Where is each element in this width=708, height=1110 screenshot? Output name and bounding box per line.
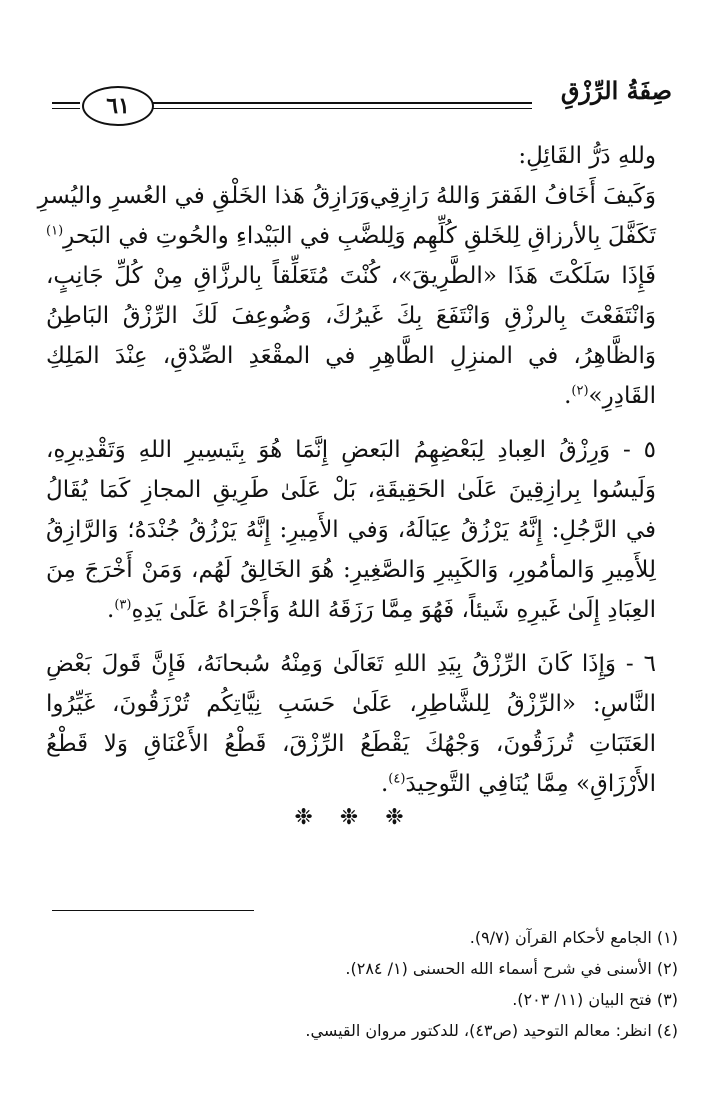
verse-hemistich: وَلِلضَّبِ في البَيْداءِ والحُوتِ في البَحرِ$^{(١)}$ bbox=[46, 223, 406, 249]
running-title: صِفَةُ الرِّزْقِ bbox=[560, 76, 672, 105]
footnote-ref: (٢) bbox=[571, 383, 589, 399]
paragraph: ٦ - وَإِذَا كَانَ الرِّزْقُ بِيَدِ اللهِ تَعَالَىٰ وَمِنْهُ سُبحانَهُ، فَإِنَّ قَولَ بَعْضِ النَّاسِ: «الرِّزْقُ لِلشَّاطِرِ، عَلَىٰ حَسَبِ نِيَّاتِكُم تُرْزَقُونَ، غَيِّرُوا العَتَبَاتِ تُرزَقُونَ، وَجْهُكَ يَقْطَعُ الرِّزْقَ، قَطْعُ الأَعْنَاقِ وَلا قَطْعُ الأَرْزَاقِ» مِمَّا يُنَافِي التَّوحِيدَ$^{(٤)}$. bbox=[46, 651, 656, 797]
footnote: (٤) انظر: معالم التوحيد (ص٤٣)، للدكتور مروان القيسي. bbox=[305, 1021, 678, 1040]
poem-intro: وللهِ دَرُّ القَائِلِ: bbox=[518, 143, 656, 169]
paragraph: ٥ - وَرِزْقُ العِبادِ لِبَعْضِهِمُ البَعضِ إِنَّمَا هُوَ بِتَيسِيرِ اللهِ وَتَقْدِيرِهِ، وَلَيسُوا بِرازِقِينَ عَلَىٰ الحَقِيقَةِ، بَلْ عَلَىٰ طَرِيقِ المجازِ كَمَا يُقَالُ في الرَّجُلِ: إِنَّهُ يَرْزُقُ عِيَالَهُ، وَفي الأَمِيرِ: إِنَّهُ يَرْزُقُ جُنْدَهُ؛ وَالرَّازِقُ لِلأَمِيرِ وَالمأمُورِ، وَالكَبِيرِ وَالصَّغِيرِ: هُوَ الخَالِقُ لَهُم، وَمَنْ أَخْرَجَ مِنَ العِبَادِ إِلَىٰ غَيرِهِ شَيئاً، فَهُوَ مِمَّا رَزَقَهُ اللهُ وَأَجْرَاهُ عَلَىٰ يَدِهِ$^{(٣)}$. bbox=[46, 437, 656, 623]
paragraph: فَإِذَا سَلَكْتَ هَذَا «الطَّرِيقَ»، كُنْتَ مُتَعَلِّقاً بِالرزَّاقِ مِنْ كُلِّ جَانِبٍ، وَانْتَفَعْتَ بِالرزْقِ وَانْتَفَعَ بِكَ غَيرُكَ، وَضُوعِفَ لَكَ الرِّزْقُ البَاطِنُ وَالظَّاهِرُ، في المنزِلِ الطَّاهِرِ في المقْعَدِ الصِّدْقِ، عِنْدَ المَلِكِ القَادِرِ»$^{(٢)}$. bbox=[46, 263, 656, 409]
page-header bbox=[52, 62, 672, 132]
header-rule-left bbox=[52, 102, 80, 104]
footnote: (٣) فتح البيان (١١/ ٢٠٣). bbox=[512, 990, 678, 1009]
header-rule bbox=[152, 102, 532, 104]
verse-line bbox=[37, 176, 656, 216]
header-rule-thin bbox=[152, 108, 532, 109]
main-text bbox=[37, 136, 656, 804]
footnotes bbox=[38, 922, 678, 1046]
section-separator: ❉ ❉ ❉ bbox=[294, 805, 414, 830]
header-rule-left-thin bbox=[52, 108, 80, 109]
footnote-ref: (٤) bbox=[388, 771, 406, 787]
footnote: (١) الجامع لأحكام القرآن (٩/٧). bbox=[469, 928, 678, 947]
verse-hemistich: تَكَفَّلَ بِالأرزاقِ لِلخَلقِ كُلِّهِم bbox=[412, 223, 656, 249]
footnote: (٢) الأسنى في شرح أسماء الله الحسنى (١/ ٢٨٤). bbox=[345, 959, 678, 978]
footnote-ref: (٣) bbox=[114, 597, 132, 613]
footnote-ref: (١) bbox=[46, 223, 64, 239]
footnote-rule bbox=[52, 910, 254, 911]
page-number: ٦١ bbox=[82, 86, 154, 126]
verse-line bbox=[46, 216, 656, 256]
verse-hemistich: وَرَازِقُ هَذا الخَلْقِ في العُسرِ واليُسرِ bbox=[37, 183, 370, 209]
verse-hemistich: وَكَيفَ أَخَافُ الفَقرَ وَاللهُ رَازِقِي bbox=[369, 183, 656, 209]
